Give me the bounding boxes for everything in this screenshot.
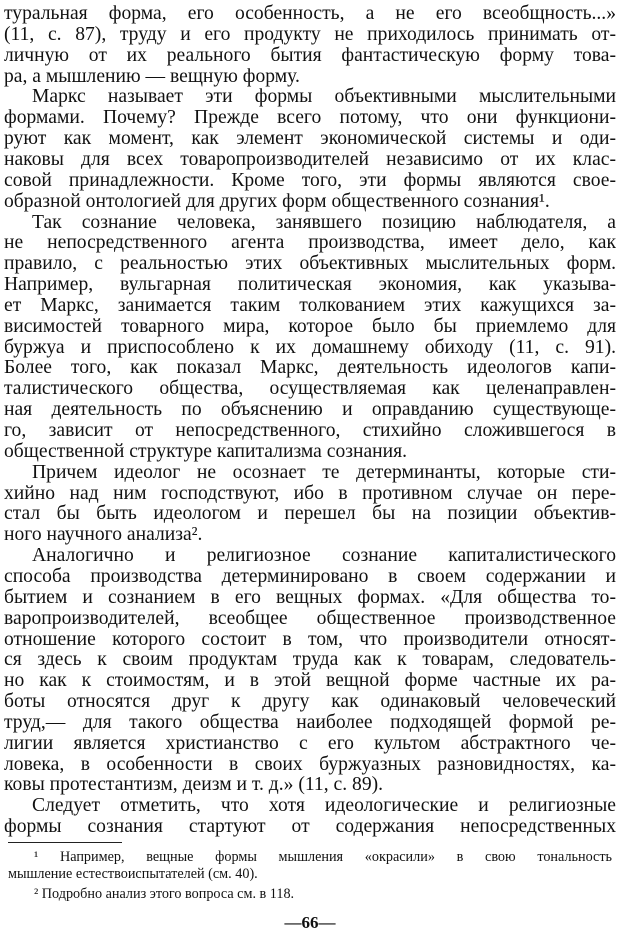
text-line: ет Маркс, занимается таким толкованием этих кажущихся за- xyxy=(4,294,616,316)
text-line: висимостей товарного мира, которое было бы приемлемо для xyxy=(4,315,616,337)
text-line: руют как момент, как элемент экономической системы и оди- xyxy=(4,128,616,150)
footnote-divider xyxy=(8,842,122,843)
text-line: образной онтологией для других форм общественного сознания¹. xyxy=(4,190,550,212)
text-line: общественной структуре капитализма сознания. xyxy=(4,440,408,462)
text-line: отношение которого состоит в том, что производители относят- xyxy=(4,628,616,650)
text-line: формы сознания стартуют от содержания непосредственных xyxy=(4,816,616,838)
text-line: Так сознание человека, занявшего позицию наблюдателя, а xyxy=(32,211,616,233)
text-line: труд,— для такого общества наиболее подходящей формой ре- xyxy=(4,711,616,733)
text-line: ная деятельность по объяснению и оправданию существующе- xyxy=(4,399,616,421)
text-line: ра, а мышлению — вещную форму. xyxy=(4,65,300,87)
text-line: правило, с реальностью этих объективных мыслительных форм. xyxy=(4,253,616,275)
text-line: (11, с. 87), труду и его продукту не приходилось принимать от- xyxy=(4,23,616,45)
text-line: Например, вульгарная политическая экономия, как указыва- xyxy=(4,274,616,296)
text-line: Аналогично и религиозное сознание капиталистического xyxy=(32,545,616,567)
text-line: ного научного анализа². xyxy=(4,524,203,546)
footnote-line: ² Подробно анализ этого вопроса см. в 118. xyxy=(34,886,295,902)
text-line: Следует отметить, что хотя идеологические и религиозные xyxy=(32,795,616,817)
text-line: бытием и сознанием в его вещных формах. «Для общества то- xyxy=(4,586,616,608)
text-line: ловека, в особенности в своих буржуазных разновидностях, ка- xyxy=(4,753,616,775)
text-line: не непосредственного агента производства, имеет дело, как xyxy=(4,232,616,254)
text-line: ковы протестантизм, деизм и т. д.» (11, с. 89). xyxy=(4,774,384,796)
text-line: лигии является христианство с его культом абстрактного че- xyxy=(4,732,616,754)
text-line: варопроизводителей, всеобщее общественное производственное xyxy=(4,607,616,629)
text-line: туральная форма, его особенность, а не его всеобщность...» xyxy=(4,3,616,24)
text-line: способа производства детерминировано в своем содержании и xyxy=(4,565,616,587)
footnote-line: мышление естествоиспытателей (см. 40). xyxy=(8,866,258,882)
text-line: талистического общества, осуществляемая как целенаправлен- xyxy=(4,378,616,400)
text-line: Более того, как показал Маркс, деятельность идеологов капи- xyxy=(4,357,616,379)
text-line: стал бы быть идеологом и перешел бы на позиции объектив- xyxy=(4,503,616,525)
text-line: боты относятся друг к другу как одинаковый человеческий xyxy=(4,691,616,713)
text-line: наковы для всех товаропроизводителей независимо от их клас- xyxy=(4,148,616,170)
text-line: Причем идеолог не осознает те детерминанты, которые сти- xyxy=(32,461,616,483)
text-line: буржуа и приспособлено к их домашнему обиходу (11, с. 91). xyxy=(4,336,616,358)
text-line: формами. Почему? Прежде всего потому, что они функциони- xyxy=(4,107,616,129)
text-line: совой принадлежности. Кроме того, эти формы являются свое- xyxy=(4,169,616,191)
text-line: ся здесь к своим продуктам труда как к товарам, следователь- xyxy=(4,649,616,671)
text-line: хийно над ним господствуют, ибо в противном случае он пере- xyxy=(4,482,616,504)
text-line: личную от их реального бытия фантастическую форму това- xyxy=(4,44,616,66)
page-number: —66— xyxy=(284,913,336,932)
footnote-line: ¹ Например, вещные формы мышления «окрасили» в свою тональность xyxy=(34,849,612,865)
text-line: но как к стоимостям, и в этой вещной форме частные их ра- xyxy=(4,670,616,692)
text-line: го, зависит от непосредственного, стихийно сложившегося в xyxy=(4,420,616,441)
text-line: Маркс называет эти формы объективными мыслительными xyxy=(32,86,616,108)
